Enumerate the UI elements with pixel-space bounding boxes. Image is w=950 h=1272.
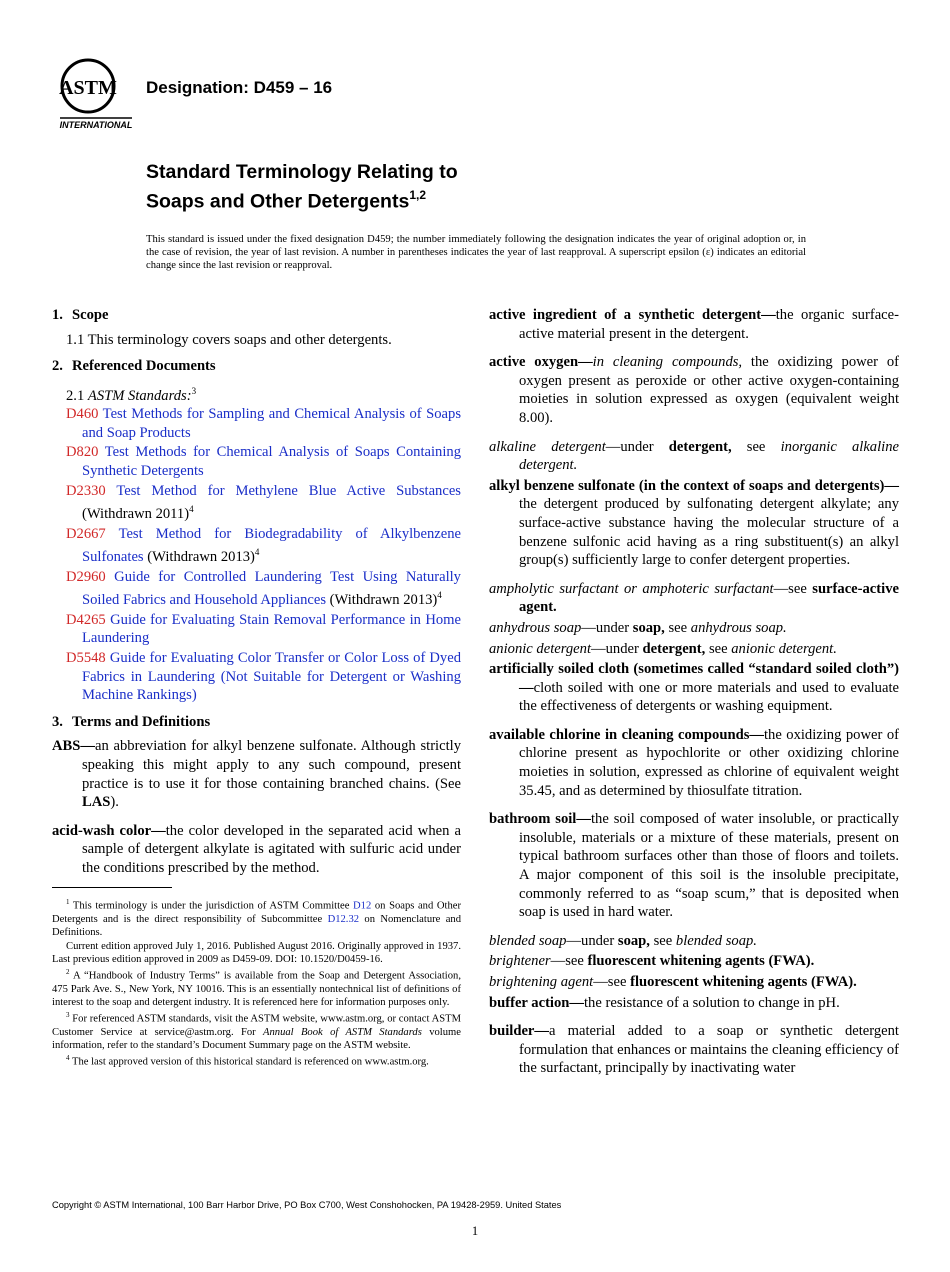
footnote-text: on Nomenclature and Definitions.: [52, 914, 461, 939]
astm-standards-label: ASTM Standards:: [87, 387, 192, 404]
standard-code-link[interactable]: D820: [66, 444, 99, 461]
title-line-1: Standard Terminology Relating to: [146, 161, 458, 183]
term-text: —under: [591, 640, 643, 657]
section-number: 3.: [52, 713, 63, 730]
term-alkaline-detergent: [489, 438, 899, 475]
term-acid-wash-color: [52, 822, 461, 878]
cross-reference-italic: inorganic alkaline detergent.: [519, 438, 899, 474]
term-available-chlorine: [489, 726, 899, 800]
term-builder: [489, 1022, 899, 1078]
footnote-3: [52, 1009, 461, 1052]
term-definition: an abbreviation for alkyl benzene sulfonate. Although strictly speaking this might apply to any such compound, present practice is to use it for those containing branched chains. (See: [82, 738, 461, 792]
page-number: 1: [471, 1224, 479, 1238]
footnote-4: [52, 1052, 461, 1069]
referenced-document: [52, 611, 461, 648]
term-definition: the organic surface-active material present in the detergent.: [519, 307, 899, 342]
term-definition: cloth soiled with one or more materials and used to evaluate the effectiveness of detergents or washing equipment.: [519, 679, 899, 715]
footnote-divider: [52, 887, 172, 888]
referenced-document: [52, 568, 461, 610]
term-name: ampholytic surfactant or amphoteric surfactant: [489, 580, 774, 597]
footnote-text: The last approved version of this historical standard is referenced on www.astm.org.: [71, 1056, 429, 1068]
term-name: alkyl benzene sulfonate (in the context of soaps and detergents)—: [489, 477, 899, 494]
standard-code-link[interactable]: D2667: [66, 525, 106, 542]
standard-title-link[interactable]: Guide for Evaluating Stain Removal Performance in Home Laundering: [82, 611, 461, 647]
withdrawn-note: (Withdrawn 2013): [147, 549, 255, 566]
astm-standards-intro: [52, 382, 461, 405]
term-anhydrous-soap: [489, 619, 899, 638]
term-definition: the detergent produced by sulfonating detergent alkylate; any surface-active substance having the molecular structure of a benzene sulfonic acid having as a ring substituent(s) an alkyl group(s) sufficiently large to confer detergent properties.: [519, 496, 899, 569]
referenced-document: [52, 649, 461, 705]
term-definition: the oxidizing power of chlorine present as hypochlorite or other oxidizing chlorine moieties in solution, expressed as chlorine of equivalent weight 35.45, and as determined by thiosulfate titration.: [519, 726, 899, 799]
logo-text: ASTM: [59, 77, 117, 99]
section-1-heading: [52, 306, 461, 325]
section-title: Referenced Documents: [72, 358, 216, 375]
section-2-heading: [52, 357, 461, 376]
term-brightening-agent: [489, 973, 899, 992]
term-name: blended soap: [489, 932, 567, 949]
term-buffer-action: [489, 994, 899, 1013]
standard-code-link[interactable]: D5548: [66, 649, 106, 666]
scope-paragraph: 1.1 This terminology covers soaps and other detergents.: [66, 331, 392, 348]
footnote-ref[interactable]: 4: [254, 547, 260, 558]
footnote-ref[interactable]: 4: [437, 590, 442, 601]
term-definition-end: ).: [110, 794, 119, 811]
standard-title-link[interactable]: Guide for Controlled Laundering Test Using Naturally Soiled Fabrics and Household Appliances: [82, 568, 461, 609]
term-anionic-detergent: [489, 640, 899, 659]
term-definition: the color developed in the separated acid when a sample of detergent alkylate is agitated with sulfuric acid under the conditions prescribed by the method.: [82, 822, 461, 876]
cross-reference: fluorescent whitening agents (FWA).: [587, 953, 815, 970]
cross-reference: detergent,: [668, 438, 732, 455]
footnote-ref[interactable]: 4: [189, 504, 194, 515]
logo-subtext: INTERNATIONAL: [59, 120, 133, 130]
term-name: anhydrous soap: [489, 619, 582, 636]
term-bathroom-soil: [489, 810, 899, 922]
term-definition: the soil composed of water insoluble, or practically insoluble, materials or a mixture of these materials, present on typical bathroom surfaces other than those of floors and toilets. A major component of this soil is the insoluble precipitate, commonly referred to as “soap scum,” that is deposited when soap is used in hard water.: [519, 811, 899, 921]
term-text: —see: [593, 974, 631, 990]
section-title: Scope: [72, 307, 109, 323]
title-line-2: [146, 184, 458, 214]
cross-reference: soap,: [632, 619, 665, 636]
term-text: see: [664, 619, 691, 636]
term-definition: a material added to a soap or synthetic detergent formulation that enhances or maintains the cleaning efficiency of the surfactant, principally by inactivating water: [519, 1023, 899, 1077]
term-text: —under: [581, 619, 633, 636]
term-definition: the resistance of a solution to change in pH.: [584, 994, 840, 1011]
standard-code-link[interactable]: D4265: [66, 611, 106, 628]
term-name: active oxygen—: [489, 354, 593, 371]
term-text: see: [705, 640, 732, 657]
term-name: artificially soiled cloth (sometimes called “standard soiled cloth”)—: [489, 661, 899, 696]
term-definition: the oxidizing power of oxygen present as peroxide or other active oxygen-containing moieties in solution expressed as oxygen (equivalent weight 8.00).: [519, 354, 899, 426]
withdrawn-note: (Withdrawn 2013): [329, 592, 438, 609]
footnote-italic: Annual Book of ASTM Standards: [263, 1026, 422, 1038]
referenced-document: [52, 405, 461, 442]
cross-reference: soap,: [617, 932, 650, 949]
copyright-notice: Copyright © ASTM International, 100 Barr Harbor Drive, PO Box C700, West Conshohocken, PA 19428-2959. United States: [52, 1200, 562, 1210]
term-text: —see: [550, 953, 588, 970]
designation: Designation: D459 – 16: [146, 78, 333, 97]
term-text: —see: [773, 580, 813, 597]
section-3-heading: [52, 713, 461, 732]
issuance-statement: This standard is issued under the fixed designation D459; the number immediately following the designation indicates the year of original adoption or, in the case of revision, the year of last revision. A number in parentheses indicates the year of last reapproval. A superscript epsilon (ε) indicates an editorial change since the last revision or reapproval.: [146, 234, 806, 271]
term-active-oxygen: [489, 353, 899, 427]
term-name: alkaline detergent: [489, 438, 606, 455]
footnote-text: A “Handbook of Industry Terms” is available from the Soap and Detergent Association, 475 Park Ave. S., New York, NY 10016. This is an essentially nontechnical list of definitions of interest to the soap and detergent industry. It is referenced here for information purposes only.: [52, 970, 461, 1008]
cross-reference-italic: anionic detergent.: [731, 640, 837, 657]
standard-title-link[interactable]: Test Method for Methylene Blue Active Substances: [116, 482, 461, 499]
term-name: anionic detergent: [489, 640, 591, 657]
footnote-marker: 2: [66, 968, 70, 977]
term-abs: [52, 737, 461, 811]
term-text: see: [731, 438, 781, 455]
referenced-document: [52, 482, 461, 524]
term-brightener: [489, 952, 899, 971]
document-title: [146, 160, 458, 214]
footnote-text: For referenced ASTM standards, visit the ASTM website, www.astm.org, or contact ASTM Customer Service at service@astm.org. For: [52, 1013, 461, 1038]
footnote-marker: 3: [66, 1011, 70, 1020]
cross-reference-italic: anhydrous soap.: [690, 619, 787, 636]
term-name: acid-wash color—: [52, 822, 166, 839]
standard-title-link[interactable]: Test Method for Biodegradability of Alkylbenzene Sulfonates: [82, 525, 461, 566]
footnotes: [52, 896, 461, 1069]
referenced-documents-list: [52, 405, 461, 704]
term-text: see: [649, 932, 676, 949]
cross-reference: fluorescent whitening agents (FWA).: [630, 974, 857, 990]
footnote-text: This terminology is under the jurisdiction of ASTM Committee: [72, 901, 354, 912]
term-name: buffer action—: [489, 994, 584, 1011]
term-text: —under: [605, 438, 669, 455]
cross-reference: detergent,: [642, 640, 706, 657]
committee-link[interactable]: D12: [353, 901, 372, 912]
subcommittee-link[interactable]: D12.32: [327, 914, 360, 926]
term-name: brightener: [489, 953, 551, 970]
term-blended-soap: [489, 932, 899, 951]
term-artificially-soiled-cloth: [489, 660, 899, 716]
footnote-1: [52, 896, 461, 939]
astm-logo-icon: [54, 56, 136, 132]
cross-reference-italic: blended soap.: [675, 932, 757, 949]
standard-title-link[interactable]: Test Methods for Sampling and Chemical Analysis of Soaps and Soap Products: [82, 406, 462, 441]
cross-reference: LAS: [82, 794, 111, 811]
section-number: 2.: [52, 358, 63, 375]
title-footnote-ref[interactable]: 1,2: [409, 188, 426, 202]
term-context: in cleaning compounds,: [592, 354, 743, 371]
standard-code-link[interactable]: D2960: [66, 568, 106, 585]
footnote-marker: 4: [66, 1054, 70, 1063]
right-column: [489, 306, 899, 1088]
section-number: 1.: [52, 307, 63, 323]
standard-title-link[interactable]: Test Methods for Chemical Analysis of Soaps Containing Synthetic Detergents: [82, 444, 461, 480]
standard-title-link[interactable]: Guide for Evaluating Color Transfer or Color Loss of Dyed Fabrics in Laundering (Not Suitable for Detergent or Washing Machine Rankings): [82, 649, 461, 704]
para-number: 2.1: [66, 387, 85, 404]
standard-code-link[interactable]: D460: [66, 406, 99, 423]
footnote-text: on Soaps and Other Detergents and is the direct responsibility of Subcommittee: [52, 901, 461, 926]
term-name: bathroom soil—: [489, 811, 591, 828]
term-name: active ingredient of a synthetic detergent—: [489, 307, 776, 323]
cross-reference: surface-active agent.: [519, 580, 899, 616]
standard-code-link[interactable]: D2330: [66, 482, 106, 499]
section-title: Terms and Definitions: [72, 713, 211, 730]
referenced-document: [52, 525, 461, 567]
title-line-2-text: Soaps and Other Detergents: [146, 190, 410, 213]
term-name: ABS—: [52, 738, 95, 755]
term-active-ingredient: [489, 306, 899, 343]
footnote-marker: 1: [66, 898, 70, 907]
footnote-2: [52, 966, 461, 1009]
term-name: available chlorine in cleaning compounds—: [489, 726, 764, 743]
footnote-text: volume information, refer to the standard’s Document Summary page on the ASTM website.: [52, 1026, 461, 1052]
footnote-current-edition: Current edition approved July 1, 2016. Published August 2016. Originally approved in 1937. Last previous edition approved in 2009 as D459-09. DOI: 10.1520/D0459-16.: [52, 940, 461, 965]
withdrawn-note: (Withdrawn 2011): [82, 506, 190, 523]
term-alkyl-benzene-sulfonate: [489, 477, 899, 570]
term-text: —under: [566, 932, 618, 949]
left-column: [52, 306, 461, 1069]
term-ampholytic-surfactant: [489, 580, 899, 617]
referenced-document: [52, 443, 461, 480]
term-name: brightening agent: [489, 974, 594, 990]
term-name: builder—: [489, 1023, 550, 1040]
footnote-ref[interactable]: 3: [191, 385, 197, 396]
